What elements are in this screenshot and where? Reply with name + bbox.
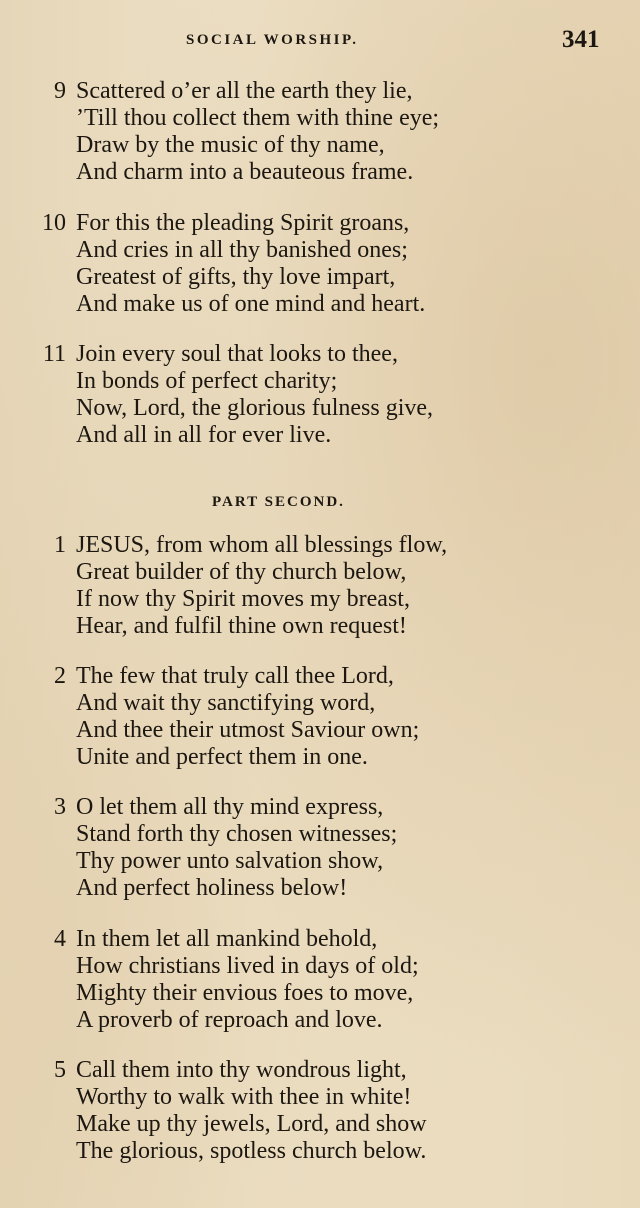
verse-line: Hear, and fulfil thine own request! — [76, 613, 407, 639]
stanza-number: 9 — [54, 78, 66, 104]
verse-line: Mighty their envious foes to move, — [76, 980, 414, 1006]
verse-line: Great builder of thy church below, — [76, 559, 407, 585]
running-header: SOCIAL WORSHIP. — [186, 32, 359, 48]
verse-line: And all in all for ever live. — [76, 422, 332, 448]
verse-line: Now, Lord, the glorious fulness give, — [76, 395, 434, 421]
verse-line: Worthy to walk with thee in white! — [76, 1084, 412, 1110]
verse-line: Thy power unto salvation show, — [76, 848, 384, 874]
verse-line: Scattered o’er all the earth they lie, — [76, 78, 413, 104]
verse-line: And charm into a beauteous frame. — [76, 159, 414, 185]
verse-line: The glorious, spotless church below. — [76, 1138, 427, 1164]
section-title: PART SECOND. — [212, 494, 345, 510]
verse-line: In bonds of perfect charity; — [76, 368, 338, 394]
verse-line: O let them all thy mind express, — [76, 794, 384, 820]
stanza-number: 10 — [42, 210, 66, 236]
verse-line: And cries in all thy banished ones; — [76, 237, 408, 263]
verse-line: And wait thy sanctifying word, — [76, 690, 376, 716]
verse-line: If now thy Spirit moves my breast, — [76, 586, 410, 612]
verse-line: A proverb of reproach and love. — [76, 1007, 383, 1033]
verse-line: Draw by the music of thy name, — [76, 132, 385, 158]
page-number: 341 — [562, 26, 600, 53]
verse-line: ’Till thou collect them with thine eye; — [76, 105, 440, 131]
verse-line: Greatest of gifts, thy love impart, — [76, 264, 396, 290]
verse-line: And perfect holiness below! — [76, 875, 348, 901]
stanza-number: 2 — [54, 663, 66, 689]
verse-line: Unite and perfect them in one. — [76, 744, 368, 770]
verse-line: JESUS, from whom all blessings flow, — [76, 532, 448, 558]
verse-line: Make up thy jewels, Lord, and show — [76, 1111, 427, 1137]
verse-line: The few that truly call thee Lord, — [76, 663, 394, 689]
stanza-number: 3 — [54, 794, 66, 820]
verse-line: And thee their utmost Saviour own; — [76, 717, 420, 743]
verse-line: How christians lived in days of old; — [76, 953, 419, 979]
verse-line: In them let all mankind behold, — [76, 926, 378, 952]
verse-line: For this the pleading Spirit groans, — [76, 210, 410, 236]
verse-line: Stand forth thy chosen witnesses; — [76, 821, 398, 847]
stanza-number: 4 — [54, 926, 66, 952]
verse-line: And make us of one mind and heart. — [76, 291, 426, 317]
stanza-number: 11 — [42, 341, 66, 367]
verse-line: Call them into thy wondrous light, — [76, 1057, 407, 1083]
stanza-number: 5 — [54, 1057, 66, 1083]
verse-line: Join every soul that looks to thee, — [76, 341, 398, 367]
stanza-number: 1 — [54, 532, 66, 558]
